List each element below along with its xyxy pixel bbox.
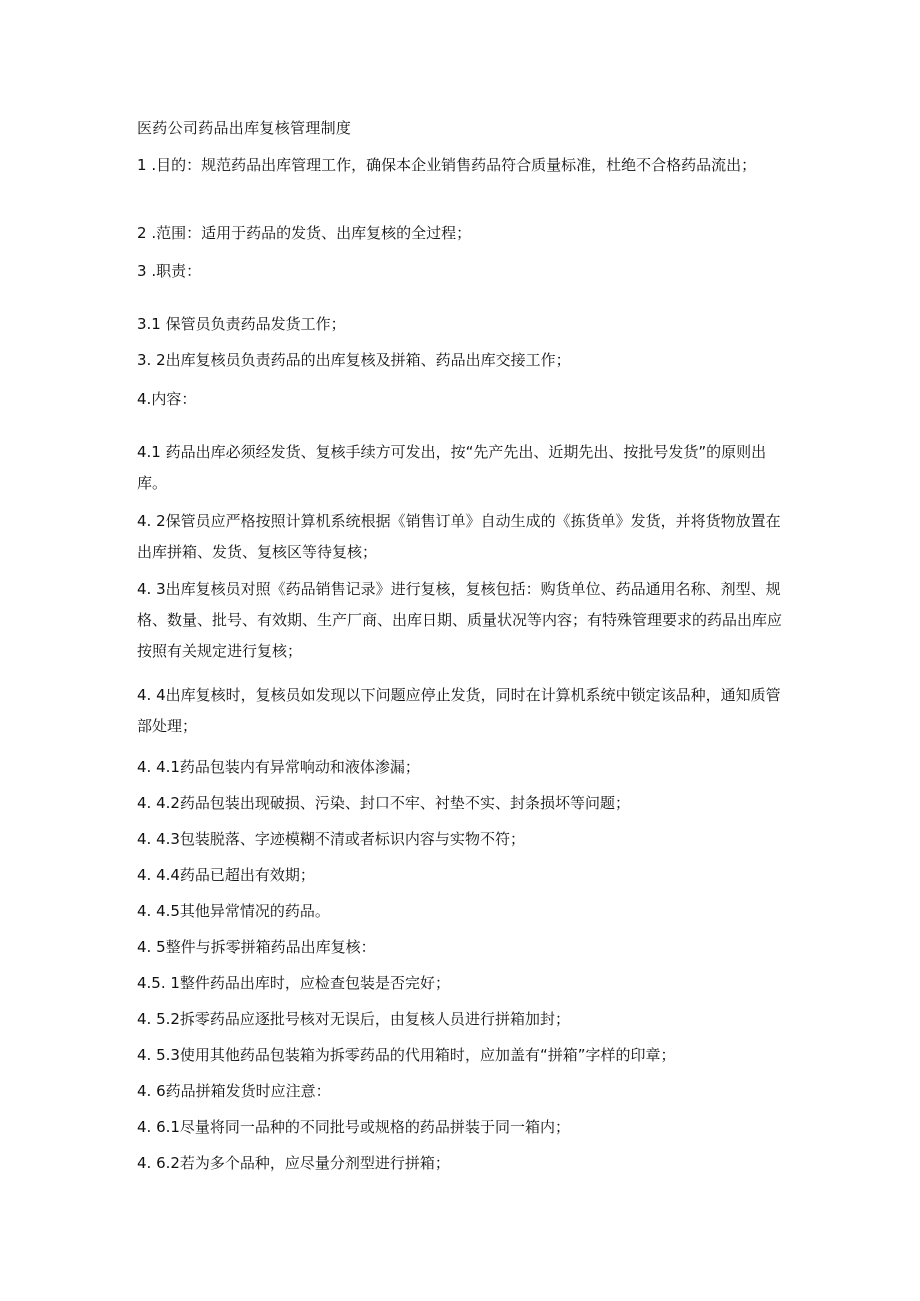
paragraph-number: 1 xyxy=(137,156,147,174)
paragraph-text: 4.2药品包装出现破损、污染、封口不牢、衬垫不实、封条损坏等问题； xyxy=(151,794,630,812)
paragraph-number: 4. xyxy=(137,830,152,848)
paragraph-number: 2 xyxy=(137,224,147,242)
paragraph-number: 4. xyxy=(137,686,152,704)
paragraph-text: 6药品拼箱发货时应注意： xyxy=(151,1082,331,1100)
paragraph xyxy=(137,309,789,340)
paragraph xyxy=(137,1040,789,1071)
paragraph xyxy=(137,574,789,667)
paragraph xyxy=(137,968,789,999)
paragraph-number: 4. xyxy=(137,1010,152,1028)
paragraph xyxy=(137,1004,789,1035)
paragraph-text: 6.2若为多个品种，应尽量分剂型进行拼箱； xyxy=(151,1154,450,1172)
paragraph-text: 5整件与拆零拼箱药品出库复核： xyxy=(151,938,376,956)
paragraph xyxy=(137,506,789,568)
paragraph-text: 4.1药品包装内有异常响动和液体渗漏； xyxy=(151,758,420,776)
paragraph xyxy=(137,1112,789,1143)
paragraph-text: .范围：适用于药品的发货、出库复核的全过程； xyxy=(146,224,472,242)
paragraph-text: 5.3使用其他药品包装箱为拆零药品的代用箱时，应加盖有“拼箱”字样的印章； xyxy=(151,1046,676,1064)
paragraph-number: 4. xyxy=(137,758,152,776)
paragraph-number: 4. xyxy=(137,512,152,530)
paragraph-number: 4. xyxy=(137,1082,152,1100)
paragraph-text: .目的：规范药品出库管理工作，确保本企业销售药品符合质量标准，杜绝不合格药品流出； xyxy=(146,156,757,174)
paragraph-number: 4.1 xyxy=(137,443,161,461)
paragraph-text: 保管员负责药品发货工作； xyxy=(160,315,346,333)
paragraph-number: 4. xyxy=(137,866,152,884)
paragraph-number: 3. xyxy=(137,351,152,369)
paragraph-number: 4. xyxy=(137,794,152,812)
paragraph-number: 4. xyxy=(137,580,152,598)
paragraph-text: 2出库复核员负责药品的出库复核及拼箱、药品出库交接工作； xyxy=(151,351,571,369)
paragraph-number: 4. xyxy=(137,1046,152,1064)
paragraph xyxy=(137,680,789,742)
paragraph xyxy=(137,345,789,376)
paragraph-text: 4出库复核时，复核员如发现以下问题应停止发货，同时在计算机系统中锁定该品种，通知质管部处理； xyxy=(137,686,781,735)
paragraph xyxy=(137,860,789,891)
paragraph-number: 4. xyxy=(137,938,152,956)
paragraph-number: 3.1 xyxy=(137,315,161,333)
paragraph xyxy=(137,437,789,499)
paragraph-text: 4.5其他异常情况的药品。 xyxy=(151,902,330,920)
paragraph-text: 5.2拆零药品应逐批号核对无误后，由复核人员进行拼箱加封； xyxy=(151,1010,570,1028)
paragraph xyxy=(137,788,789,819)
paragraph xyxy=(137,384,789,415)
paragraph-text: 1整件药品出库时，应检查包装是否完好； xyxy=(165,974,450,992)
paragraph xyxy=(137,218,789,249)
paragraph-text: 6.1尽量将同一品种的不同批号或规格的药品拼装于同一箱内； xyxy=(151,1118,570,1136)
paragraph xyxy=(137,150,789,181)
paragraph-text: 2保管员应严格按照计算机系统根据《销售订单》自动生成的《拣货单》发货，并将货物放置在出库拼箱、发货、复核区等待复核； xyxy=(137,512,781,561)
paragraph-number: 4.5. xyxy=(137,974,166,992)
paragraph-text: 3出库复核员对照《药品销售记录》进行复核，复核包括：购货单位、药品通用名称、剂型、规格、数量、批号、有效期、生产厂商、出库日期、质量状况等内容；有特殊管理要求的药品出库应按照有关规定进行复核； xyxy=(137,580,783,660)
paragraph-number: 3 xyxy=(137,262,147,280)
paragraph xyxy=(137,1148,789,1179)
paragraph-text: 内容： xyxy=(151,390,197,408)
paragraph-text: 药品出库必须经发货、复核手续方可发出，按“先产先出、近期先出、按批号发货”的原则出库。 xyxy=(137,443,767,492)
paragraph-text: 4.3包装脱落、字迹模糊不清或者标识内容与实物不符； xyxy=(151,830,525,848)
paragraph xyxy=(137,932,789,963)
paragraph-number: 4. xyxy=(137,1154,152,1172)
paragraph xyxy=(137,896,789,927)
paragraph-number: 4. xyxy=(137,1118,152,1136)
paragraph-number: 4. xyxy=(137,902,152,920)
document-title: 医药公司药品出库复核管理制度 xyxy=(137,119,352,137)
paragraph-text: 4.4药品已超出有效期； xyxy=(151,866,315,884)
paragraph xyxy=(137,1076,789,1107)
paragraph-number: 4. xyxy=(137,390,152,408)
paragraph xyxy=(137,256,789,287)
paragraph xyxy=(137,752,789,783)
paragraph-text: .职责： xyxy=(146,262,202,280)
paragraph xyxy=(137,824,789,855)
